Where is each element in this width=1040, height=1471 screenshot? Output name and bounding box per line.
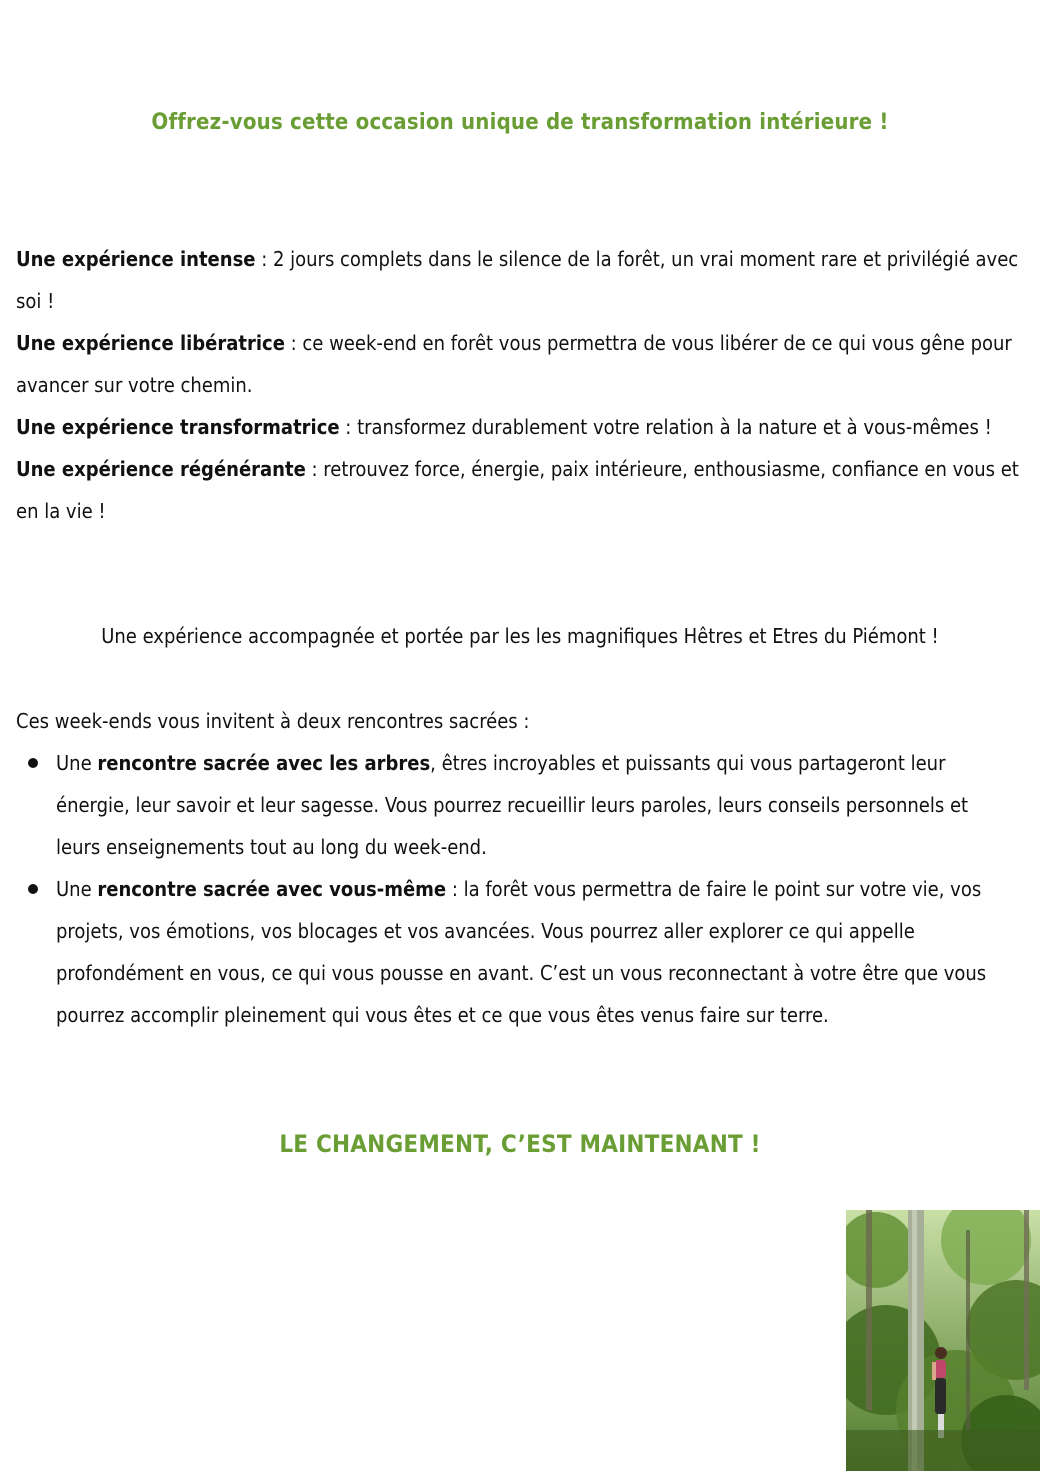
bullet-bold: rencontre sacrée avec vous-même: [97, 877, 447, 901]
accompanied-line: Une expérience accompagnée et portée par les les magnifiques Hêtres et Etres du Piémont !: [101, 624, 939, 648]
top-headline: Offrez-vous cette occasion unique de transformation intérieure !: [151, 110, 889, 135]
bullet-bold: rencontre sacrée avec les arbres: [97, 751, 431, 775]
bottom-headline: LE CHANGEMENT, C’EST MAINTENANT !: [279, 1130, 761, 1158]
bullet-icon: [28, 758, 38, 768]
experience-text: : transformez durablement votre relation à la nature et à vous-mêmes !: [339, 415, 992, 439]
list-item: [16, 868, 1016, 1036]
experience-regenerante: [16, 448, 1026, 532]
bullet-icon: [28, 884, 38, 894]
experience-text: : retrouvez force, énergie, paix intérieure, enthousiasme, confiance en vous et en la vie !: [16, 457, 1019, 523]
experience-lead: Une expérience libératrice: [16, 331, 285, 355]
experience-list: [16, 238, 1026, 532]
forest-woman-photo: [846, 1210, 1040, 1471]
experience-lead: Une expérience régénérante: [16, 457, 306, 481]
experience-text: : ce week-end en forêt vous permettra de vous libérer de ce qui vous gêne pour avancer sur votre chemin.: [16, 331, 1012, 397]
encounters-list: [16, 742, 1016, 1036]
bullet-prefix: Une: [56, 877, 98, 901]
experience-lead: Une expérience transformatrice: [16, 415, 340, 439]
bullet-text: , êtres incroyables et puissants qui vous partageront leur énergie, leur savoir et leur sagesse. Vous pourrez recueillir leurs paroles, leurs conseils personnels et leurs enseignements tout au long du week-end.: [56, 751, 969, 859]
experience-liberatrice: [16, 322, 1026, 406]
bullet-prefix: Une: [56, 751, 98, 775]
experience-text: : 2 jours complets dans le silence de la forêt, un vrai moment rare et privilégié avec soi !: [16, 247, 1019, 313]
bullet-text: : la forêt vous permettra de faire le point sur votre vie, vos projets, vos émotions, vos blocages et vos avancées. Vous pourrez aller explorer ce qui appelle profondément en vous, ce qui vous pousse en avant. C’est un vous reconnectant à votre être que vous pourrez accomplir pleinement qui vous êtes et ce que vous êtes venus faire sur terre.: [56, 877, 987, 1027]
experience-intense: [16, 238, 1026, 322]
forest-photo-icon: [846, 1210, 1040, 1471]
experience-transformatrice: [16, 406, 1026, 448]
intro-line: Ces week-ends vous invitent à deux rencontres sacrées :: [16, 709, 530, 733]
experience-lead: Une expérience intense: [16, 247, 256, 271]
list-item: [16, 742, 1016, 868]
